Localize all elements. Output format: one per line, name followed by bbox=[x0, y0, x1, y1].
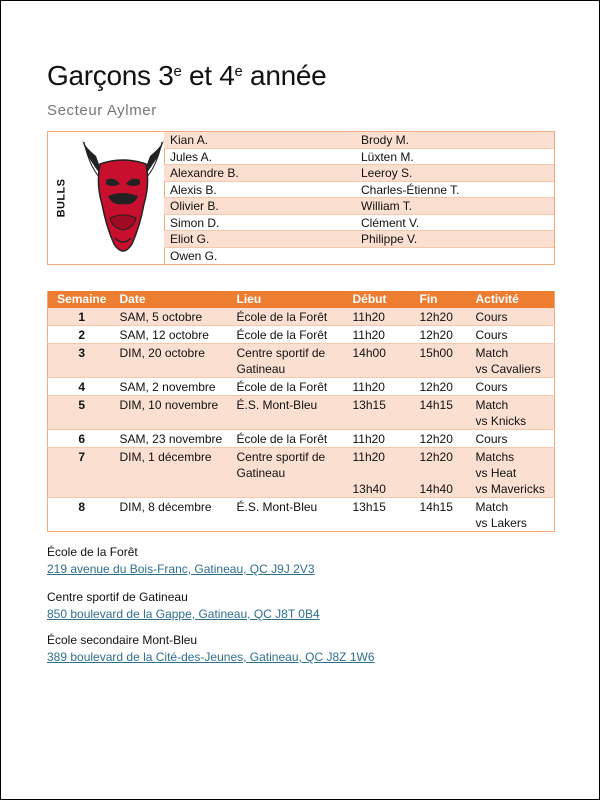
schedule-row bbox=[48, 378, 555, 396]
roster-table bbox=[47, 131, 555, 265]
activity-line: Match bbox=[475, 500, 509, 514]
header-end: Fin bbox=[416, 291, 472, 308]
player-name: Alexandre B. bbox=[170, 166, 239, 180]
cell-date: SAM, 2 novembre bbox=[116, 378, 233, 396]
cell-activity: Cours bbox=[472, 378, 555, 396]
header-start: Début bbox=[349, 291, 416, 308]
cell-place: É.S. Mont-Bleu bbox=[233, 396, 349, 430]
cell-week: 2 bbox=[48, 326, 116, 344]
cell-start: 11h20 bbox=[349, 430, 416, 448]
cell-end: 14h15 bbox=[416, 498, 472, 532]
location-name: École secondaire Mont-Bleu bbox=[47, 633, 198, 647]
cell-end: 12h20 bbox=[416, 308, 472, 326]
end-time: 12h20 bbox=[419, 450, 453, 464]
schedule-row bbox=[48, 396, 555, 430]
bulls-logo-icon bbox=[82, 134, 164, 262]
cell-start: 13h15 bbox=[349, 498, 416, 532]
player-name bbox=[361, 248, 554, 265]
cell-start bbox=[349, 448, 416, 498]
schedule-row bbox=[48, 498, 555, 532]
player-name: Jules A. bbox=[170, 149, 213, 164]
cell-start: 14h00 bbox=[349, 344, 416, 378]
cell-date: SAM, 23 novembre bbox=[116, 430, 233, 448]
cell-place: École de la Forêt bbox=[233, 326, 349, 344]
cell-place: Centre sportif de Gatineau bbox=[233, 344, 349, 378]
cell-date: SAM, 5 octobre bbox=[116, 308, 233, 326]
cell-start: 11h20 bbox=[349, 308, 416, 326]
cell-activity: Cours bbox=[472, 308, 555, 326]
schedule-row bbox=[48, 448, 555, 498]
roster-row bbox=[164, 149, 554, 166]
player-name: Philippe V. bbox=[361, 232, 418, 246]
cell-activity bbox=[472, 448, 555, 498]
page-title: Garçons 3e et 4e année bbox=[47, 60, 327, 91]
cell-date: DIM, 8 décembre bbox=[116, 498, 233, 532]
activity-line: Match bbox=[475, 398, 509, 412]
schedule-row bbox=[48, 326, 555, 344]
cell-place: É.S. Mont-Bleu bbox=[233, 498, 349, 532]
cell-date: DIM, 20 octobre bbox=[116, 344, 233, 378]
cell-week: 1 bbox=[48, 308, 116, 326]
activity-line: Matchs bbox=[475, 450, 515, 464]
player-name: Eliot G. bbox=[170, 232, 210, 246]
cell-end: 12h20 bbox=[416, 430, 472, 448]
player-name: William T. bbox=[361, 199, 413, 213]
cell-place: École de la Forêt bbox=[233, 378, 349, 396]
roster-row bbox=[164, 198, 554, 215]
schedule-row bbox=[48, 308, 555, 326]
schedule-row bbox=[48, 344, 555, 378]
activity-line: vs Cavaliers bbox=[475, 362, 541, 376]
player-name: Olivier B. bbox=[170, 199, 219, 213]
cell-activity: Cours bbox=[472, 430, 555, 448]
cell-activity: Cours bbox=[472, 326, 555, 344]
player-name: Lüxten M. bbox=[361, 149, 414, 164]
schedule-header-row bbox=[48, 291, 555, 308]
cell-activity bbox=[472, 396, 555, 430]
cell-place: Centre sportif de Gatineau bbox=[233, 448, 349, 498]
roster-row bbox=[164, 165, 554, 182]
roster-row bbox=[164, 231, 554, 248]
roster-row bbox=[164, 132, 554, 149]
player-name: Alexis B. bbox=[170, 182, 217, 197]
activity-line: vs Heat bbox=[475, 466, 517, 480]
roster-row bbox=[164, 215, 554, 232]
cell-date: DIM, 10 novembre bbox=[116, 396, 233, 430]
cell-activity bbox=[472, 498, 555, 532]
activity-line: vs Mavericks bbox=[475, 482, 545, 496]
cell-date: SAM, 12 octobre bbox=[116, 326, 233, 344]
player-name: Kian A. bbox=[170, 133, 209, 147]
player-name: Leeroy S. bbox=[361, 166, 413, 180]
cell-week: 6 bbox=[48, 430, 116, 448]
start-time: 13h40 bbox=[352, 482, 386, 496]
activity-line: vs Knicks bbox=[475, 414, 527, 428]
player-name: Simon D. bbox=[170, 215, 220, 230]
header-place: Lieu bbox=[233, 291, 349, 308]
header-date: Date bbox=[116, 291, 233, 308]
page-subtitle: Secteur Aylmer bbox=[47, 102, 157, 119]
cell-start: 13h15 bbox=[349, 396, 416, 430]
team-label: BULLS bbox=[55, 178, 68, 218]
location-3 bbox=[47, 632, 375, 666]
start-time: 11h20 bbox=[352, 450, 385, 464]
cell-date: DIM, 1 décembre bbox=[116, 448, 233, 498]
cell-week: 4 bbox=[48, 378, 116, 396]
cell-week: 8 bbox=[48, 498, 116, 532]
player-name: Charles-Étienne T. bbox=[361, 182, 460, 197]
location-2 bbox=[47, 589, 320, 623]
roster-row bbox=[164, 182, 554, 199]
header-activity: Activité bbox=[472, 291, 555, 308]
cell-end bbox=[416, 448, 472, 498]
cell-place: École de la Forêt bbox=[233, 430, 349, 448]
player-name: Brody M. bbox=[361, 133, 410, 147]
cell-start: 11h20 bbox=[349, 326, 416, 344]
schedule-table bbox=[47, 291, 555, 532]
roster-row bbox=[164, 248, 554, 265]
roster-list bbox=[164, 132, 554, 264]
location-address-link[interactable]: 850 boulevard de la Gappe, Gatineau, QC J8T 0B4 bbox=[47, 607, 320, 621]
activity-line: vs Lakers bbox=[475, 516, 527, 530]
cell-start: 11h20 bbox=[349, 378, 416, 396]
team-logo-cell bbox=[48, 132, 165, 264]
cell-end: 12h20 bbox=[416, 378, 472, 396]
schedule-row bbox=[48, 430, 555, 448]
cell-end: 12h20 bbox=[416, 326, 472, 344]
cell-end: 14h15 bbox=[416, 396, 472, 430]
location-1 bbox=[47, 544, 315, 578]
location-name: Centre sportif de Gatineau bbox=[47, 590, 188, 604]
location-address-link[interactable]: 389 boulevard de la Cité-des-Jeunes, Gatineau, QC J8Z 1W6 bbox=[47, 650, 375, 664]
cell-week: 5 bbox=[48, 396, 116, 430]
cell-activity bbox=[472, 344, 555, 378]
location-address-link[interactable]: 219 avenue du Bois-Franc, Gatineau, QC J9J 2V3 bbox=[47, 562, 315, 576]
end-time: 14h40 bbox=[419, 482, 453, 496]
location-name: École de la Forêt bbox=[47, 545, 138, 559]
cell-end: 15h00 bbox=[416, 344, 472, 378]
player-name: Clément V. bbox=[361, 215, 420, 230]
header-week: Semaine bbox=[48, 291, 116, 308]
player-name: Owen G. bbox=[170, 248, 218, 263]
cell-place: École de la Forêt bbox=[233, 308, 349, 326]
cell-week: 7 bbox=[48, 448, 116, 498]
cell-week: 3 bbox=[48, 344, 116, 378]
activity-line: Match bbox=[475, 346, 509, 360]
